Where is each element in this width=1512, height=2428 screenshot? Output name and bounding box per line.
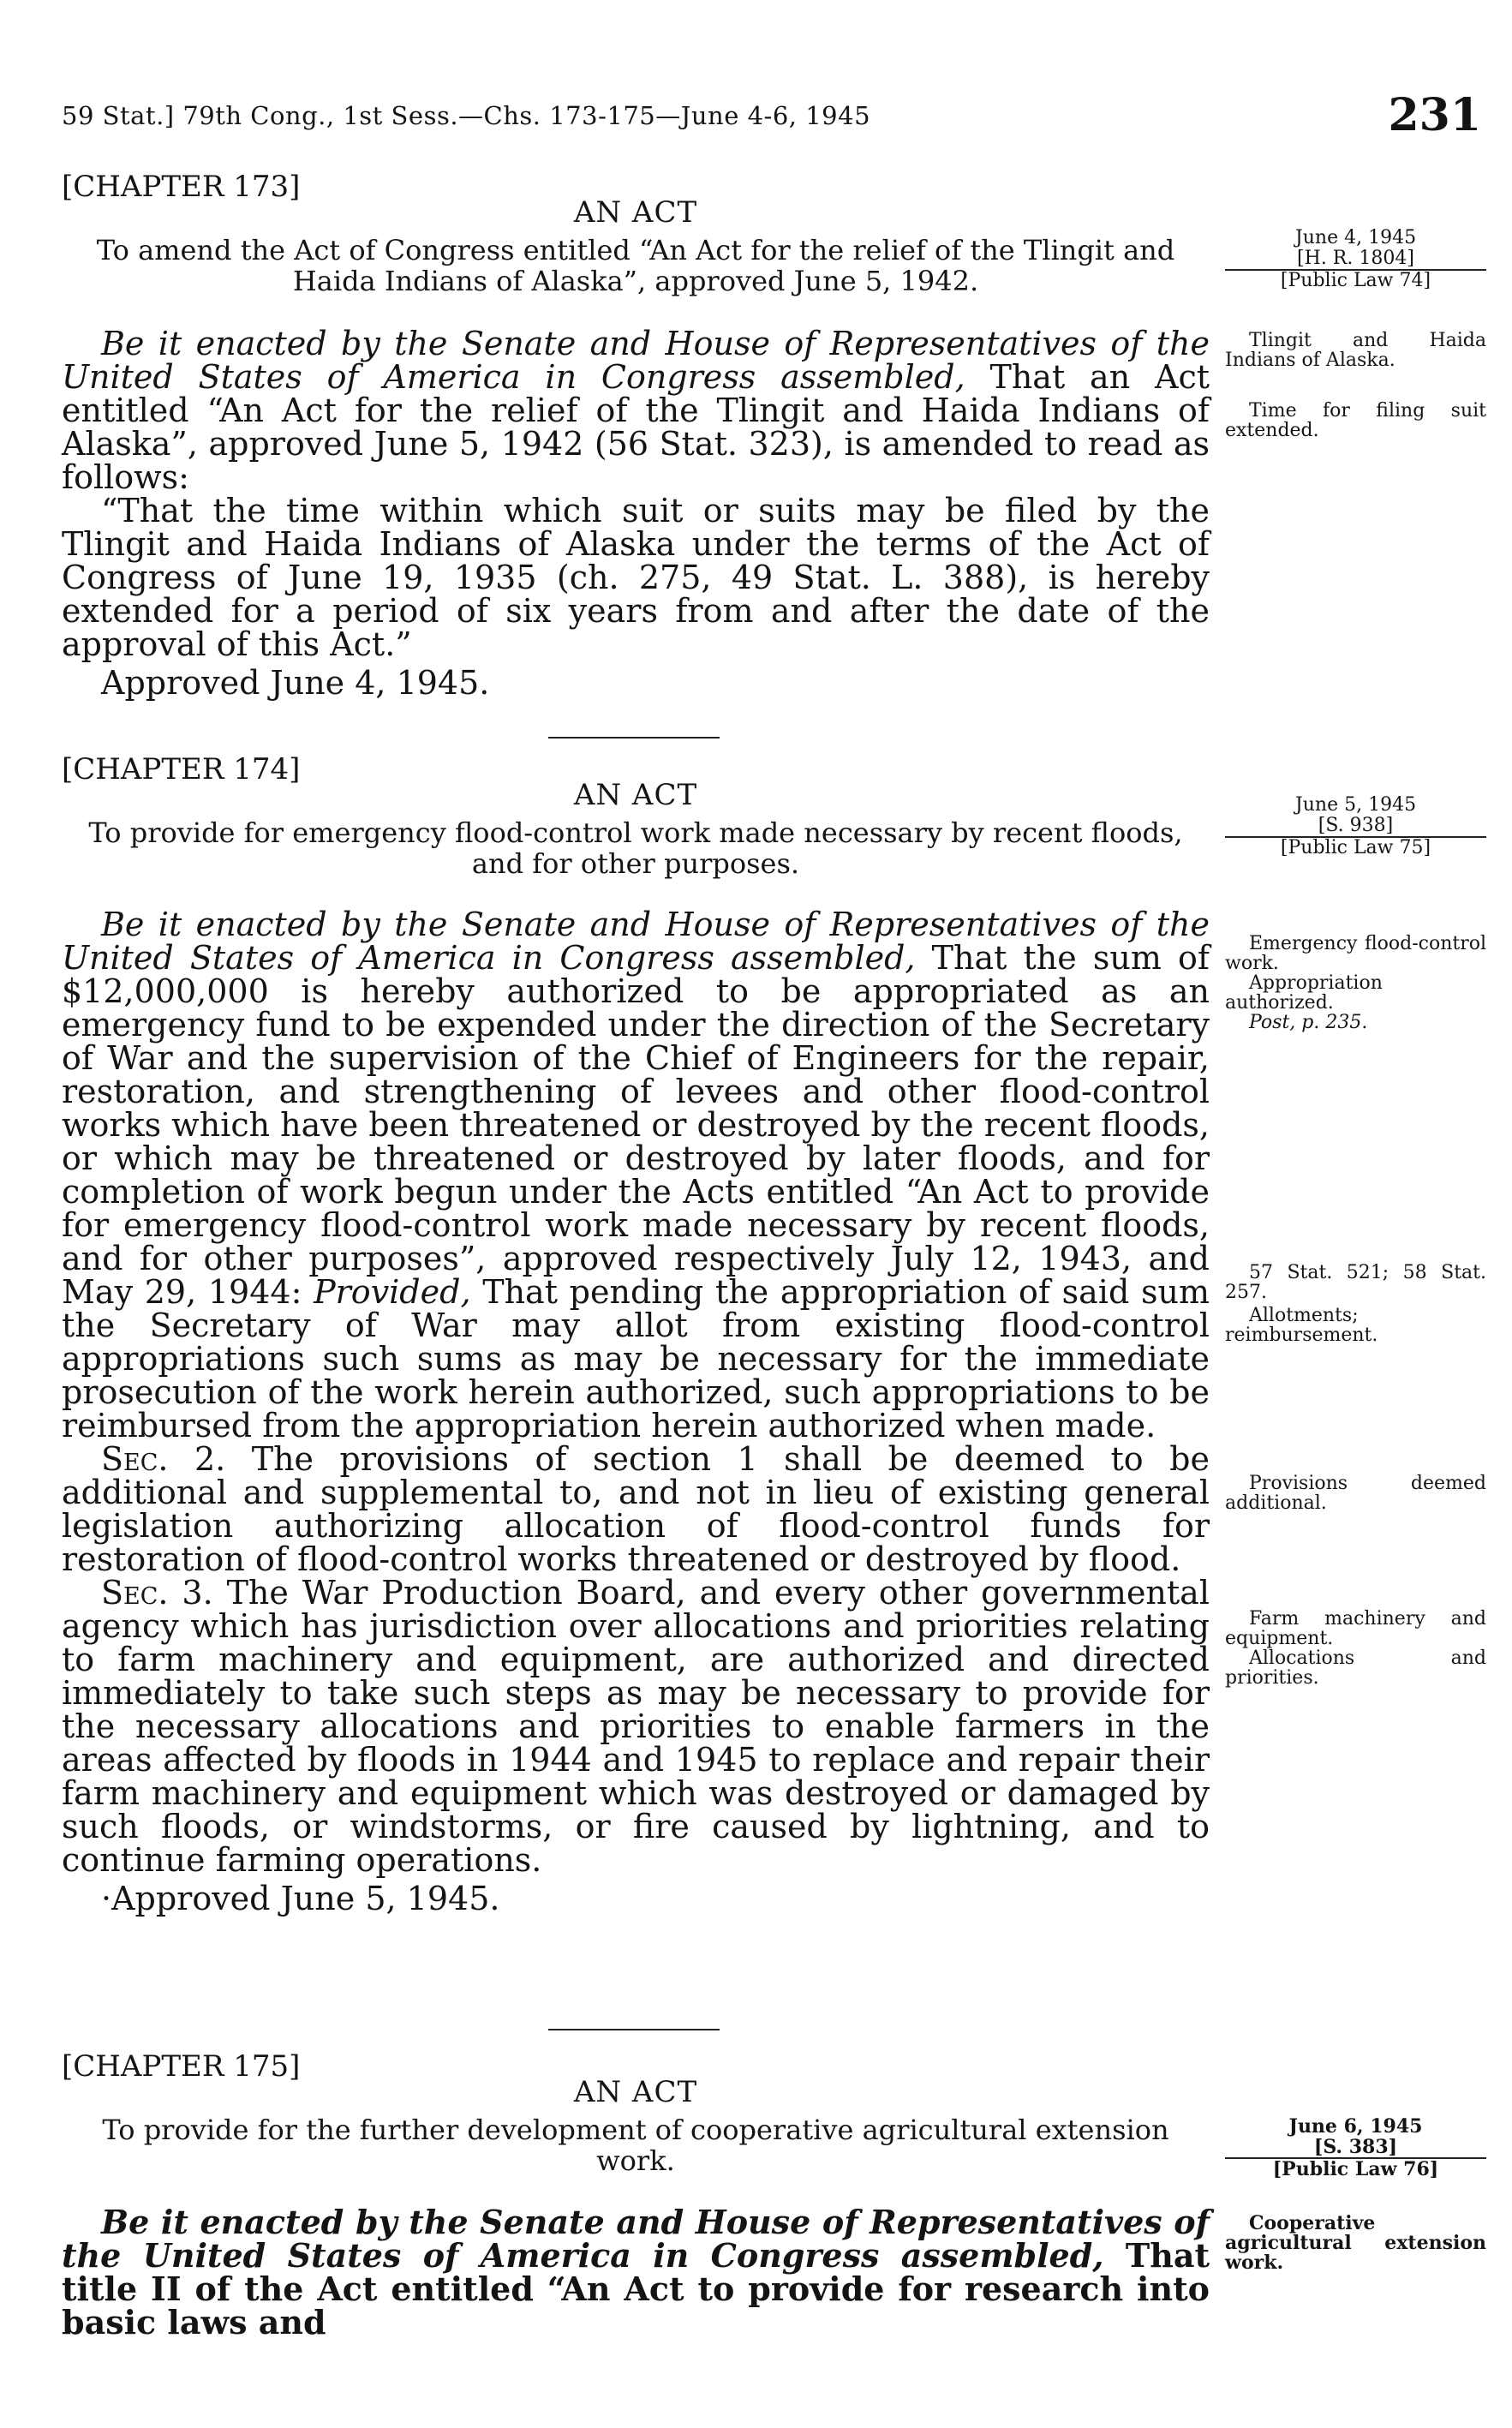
page-number: 231 xyxy=(1388,89,1481,141)
margin-note: Appropriation authorized. xyxy=(1225,972,1383,1014)
chapter-175 xyxy=(62,2049,1210,2339)
act-body xyxy=(62,2205,1210,2339)
margin-notes-174 xyxy=(1225,795,1486,858)
purpose-line: and for other purposes. xyxy=(471,847,800,880)
body-paragraph: That pending the appropriation of said sum the Secretary of War may allot from existing flood-control appropriations such sums as may be necessary for the immediate prosecution of the work herein authorized, such appropriations to be reimbursed from the appropriation herein authorized when made. xyxy=(62,1273,1210,1444)
chapter-174 xyxy=(62,752,1210,1917)
margin-note: Allocations and priorities. xyxy=(1225,1648,1486,1689)
approval-line: ·Approved June 5, 1945. xyxy=(101,1880,500,1917)
enacting-clause: Be it enacted by the Senate and House of Representatives of the United States of America in Congress assembled, xyxy=(62,906,1210,977)
margin-date: June 4, 1945 xyxy=(1294,227,1417,248)
margin-notes-173 xyxy=(1225,228,1486,440)
act-purpose xyxy=(62,817,1210,879)
section-label: Sec. 3. xyxy=(101,1574,213,1612)
purpose-line: To amend the Act of Congress entitled “An Act for the relief of the Tlingit and xyxy=(96,234,1175,266)
enacting-clause: Be it enacted by the Senate and House of Representatives of the United States of America in Congress assembled, xyxy=(62,325,1210,396)
purpose-line: Haida Indians of Alaska”, approved June 5, 1942. xyxy=(292,265,979,297)
margin-bill-number: [S. 938] xyxy=(1225,816,1486,838)
margin-note: 57 Stat. 521; 58 Stat. 257. xyxy=(1225,1262,1486,1303)
body-paragraph: The War Production Board, and every other governmental agency which has jurisdiction over allocations and priorities relating to farm machinery and equipment, are authorized and directed immediately to take such steps as may be necessary to provide for the necessary allocations and priorities to enable farmers in the areas affected by floods in 1944 and 1945 to replace and repair their farm machinery and equipment which was destroyed or damaged by such floods, or windstorms, or fire caused by lightning, and to continue farming operations. xyxy=(62,1574,1210,1879)
margin-notes-174-a xyxy=(1225,934,1486,1032)
running-header: 59 Stat.] 79th Cong., 1st Sess.—Chs. 173-175—June 4-6, 1945 xyxy=(62,101,871,130)
chapter-label: [CHAPTER 175] xyxy=(62,2049,301,2084)
chapter-173 xyxy=(62,170,1210,701)
margin-date: June 6, 1945 xyxy=(1288,2115,1423,2138)
act-title: AN ACT xyxy=(573,778,698,812)
margin-note: Time for filing suit extended. xyxy=(1225,400,1486,441)
margin-note: Provisions deemed additional. xyxy=(1225,1473,1486,1514)
body-paragraph: “That the time within which suit or suits may be filed by the Tlingit and Haida Indians of Alaska under the terms of the Act of Congress of June 19, 1935 (ch. 275, 49 Stat. L. 388), is hereby extended for a period of six years from and after the date of the approval of this Act.” xyxy=(62,492,1210,663)
section-divider xyxy=(548,737,720,739)
body-paragraph: The provisions of section 1 shall be deemed to be additional and supplemental to, and not in lieu of existing general legislation authorizing allocation of flood-control funds for restoration of flood-control works threatened or destroyed by flood. xyxy=(62,1440,1210,1578)
act-purpose xyxy=(62,2114,1210,2176)
act-body xyxy=(62,908,1210,1877)
section-divider xyxy=(548,2029,720,2030)
margin-note: Farm machinery and equipment. xyxy=(1225,1608,1486,1649)
margin-notes-174-b xyxy=(1225,1263,1486,1345)
approval-line: Approved June 4, 1945. xyxy=(101,664,490,702)
margin-note: Emergency flood-control work. xyxy=(1225,933,1486,974)
enacting-clause: Be it enacted by the Senate and House of Representatives of the United States of America in Congress assembled, xyxy=(62,2203,1210,2275)
body-paragraph: That an Act entitled “An Act for the relief of the Tlingit and Haida Indians of Alaska”, approved June 5, 1942 (56 Stat. 323), is amended to read as follows: xyxy=(62,358,1210,496)
purpose-line: To provide for the further development of cooperative agricultural extension work. xyxy=(102,2114,1169,2177)
margin-date: June 5, 1945 xyxy=(1294,794,1417,816)
margin-note: Allotments; reimbursement. xyxy=(1225,1305,1378,1346)
act-title: AN ACT xyxy=(573,195,698,230)
act-title: AN ACT xyxy=(573,2075,698,2109)
body-paragraph: That title II of the Act entitled “An Act to provide for research into basic laws and xyxy=(62,2236,1210,2341)
margin-note: Post, p. 235. xyxy=(1249,1012,1368,1033)
section-label: Sec. 2. xyxy=(101,1440,226,1478)
margin-public-law: [Public Law 76] xyxy=(1272,2158,1439,2180)
body-paragraph: That the sum of $12,000,000 is hereby authorized to be appropriated as an emergency fund to be expended under the direction of the Secretary of War and the supervision of the Chief of Engineers for the repair, restoration, and strengthening of levees and other flood-control works which have been threatened or destroyed by the recent floods, or which may be threatened or destroyed by later floods, and for completion of work begun under the Acts entitled “An Act to provide for emergency flood-control work made necessary by recent floods, and for other purposes”, approved respectively July 12, 1943, and May 29, 1944: xyxy=(62,939,1210,1311)
margin-public-law: [Public Law 75] xyxy=(1280,837,1431,858)
margin-note: Tlingit and Haida Indians of Alaska. xyxy=(1225,330,1486,371)
act-body xyxy=(62,327,1210,661)
purpose-line: To provide for emergency flood-control work made necessary by recent floods, xyxy=(88,816,1183,849)
margin-notes-174-d xyxy=(1225,1609,1486,1688)
chapter-label: [CHAPTER 174] xyxy=(62,752,301,786)
margin-notes-174-c xyxy=(1225,1474,1486,1513)
margin-bill-number: [S. 383] xyxy=(1225,2137,1486,2159)
margin-notes-175 xyxy=(1225,2116,1486,2273)
margin-public-law: [Public Law 74] xyxy=(1280,270,1431,291)
act-purpose xyxy=(62,235,1210,296)
proviso: Provided, xyxy=(314,1273,471,1311)
margin-bill-number: [H. R. 1804] xyxy=(1225,248,1486,271)
margin-note: Cooperative agricultural extension work. xyxy=(1225,2212,1486,2274)
chapter-label: [CHAPTER 173] xyxy=(62,170,301,204)
